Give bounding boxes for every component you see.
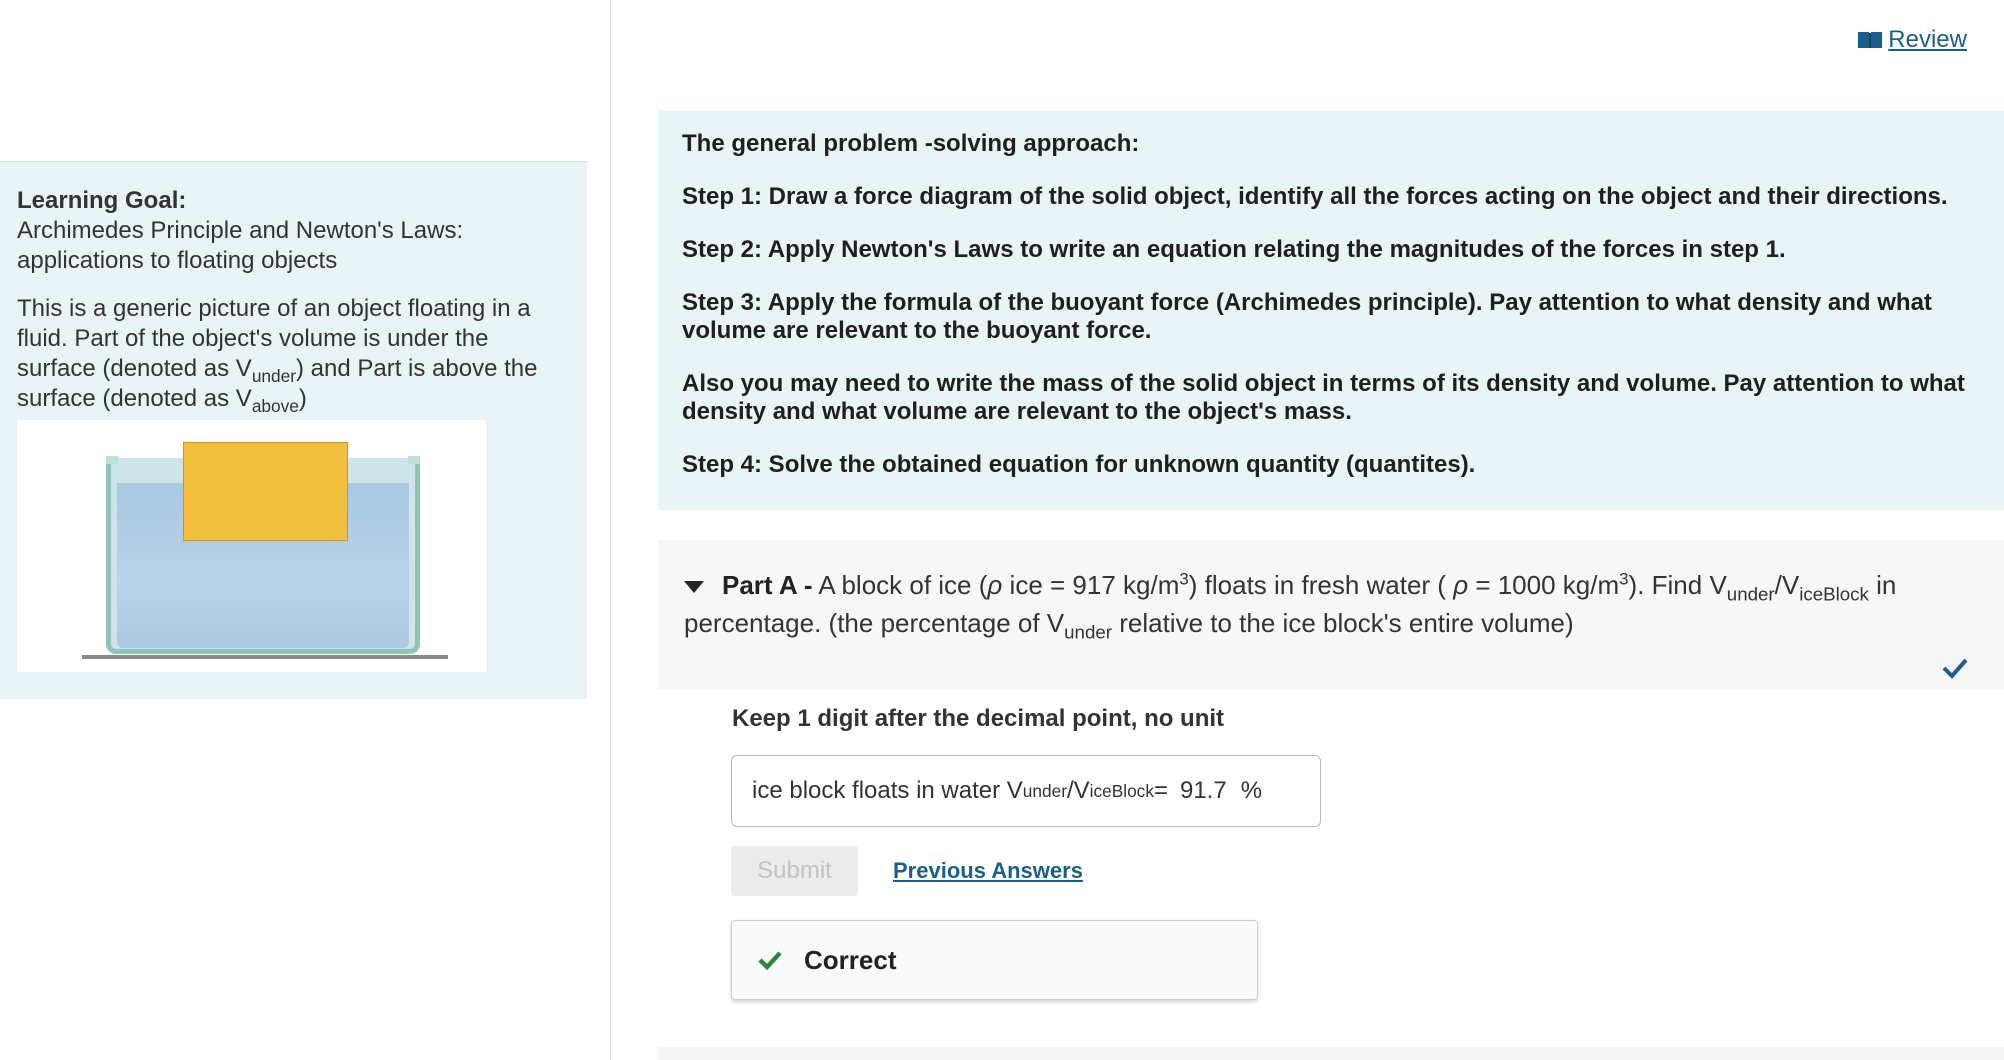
answer-value[interactable]: 91.7: [1179, 777, 1227, 804]
previous-answers-link[interactable]: Previous Answers: [893, 858, 1083, 883]
answer-equals: =: [1153, 777, 1168, 804]
learning-goal-panel: [0, 161, 587, 699]
part-a-text: A block of ice (: [812, 570, 988, 600]
panel-divider: [610, 0, 611, 1060]
strategy-step-1: Step 1: Draw a force diagram of the solid object, identify all the forces acting on the object and their directions.: [682, 183, 1948, 210]
feedback-label: Correct: [804, 944, 897, 975]
correct-feedback: [731, 920, 1258, 1000]
tank-rim-left: [106, 456, 118, 464]
floating-object-figure: [17, 420, 486, 672]
review-label: Review: [1888, 26, 1967, 53]
sub-iceblock: iceBlock: [1799, 583, 1869, 605]
strategy-step-3: Step 3: Apply the formula of the buoyant force (Archimedes principle). Pay attention to what density and what volume are relevant to the buoyant force.: [682, 289, 1932, 344]
answer-instruction: Keep 1 digit after the decimal point, no unit: [732, 705, 1225, 732]
part-a-text: ). Find V: [1628, 570, 1727, 600]
desc-text-2: ) and Part is above the surface (denoted as V: [17, 355, 538, 412]
rho-symbol: ρ: [1453, 570, 1469, 600]
part-a-text: ice = 917 kg/m: [1002, 570, 1180, 600]
strategy-step-2: Step 2: Apply Newton's Laws to write an equation relating the magnitudes of the forces in step 1.: [682, 236, 1786, 263]
exponent: 3: [1619, 569, 1629, 589]
strategy-heading: The general problem -solving approach:: [682, 130, 1140, 157]
next-section-bar: [658, 1047, 2004, 1060]
learning-goal-description: [17, 294, 570, 417]
desc-sub-above: above: [251, 396, 299, 417]
answer-unit: %: [1240, 777, 1263, 804]
problem-solving-approach: [658, 110, 2004, 510]
tank-rim-right: [408, 456, 420, 464]
rho-symbol: ρ: [987, 570, 1003, 600]
book-icon: [1858, 31, 1882, 49]
part-a-text: /V: [1774, 570, 1800, 600]
desc-text-3: ): [298, 385, 307, 412]
floating-block: [183, 442, 348, 541]
learning-goal-heading: Learning Goal:: [17, 187, 187, 214]
part-a-text: = 1000 kg/m: [1468, 570, 1620, 600]
answer-prefix: ice block floats in water V: [752, 777, 1023, 804]
part-a-label: Part A -: [722, 570, 813, 600]
part-a-header[interactable]: [658, 540, 2004, 689]
sub-under: under: [1726, 583, 1775, 605]
answer-input[interactable]: ice block floats in water V under /V iceBlock = 91.7 %: [731, 755, 1321, 827]
correct-check-icon: [758, 950, 782, 970]
strategy-also: Also you may need to write the mass of the solid object in terms of its density and volume. Pay attention to what density and what volume are relevant to the object's mass.: [682, 370, 1965, 425]
learning-goal-title-line2: applications to floating objects: [17, 247, 338, 274]
ground-line: [82, 655, 448, 659]
part-a-text: in percentage. (the percentage of V: [684, 570, 1897, 638]
answer-slash: /V: [1066, 777, 1090, 804]
caret-down-icon[interactable]: [684, 581, 704, 593]
learning-goal-title-line1: Archimedes Principle and Newton's Laws:: [17, 217, 464, 244]
submit-button[interactable]: Submit: [731, 846, 858, 896]
part-a-text: ) floats in fresh water (: [1188, 570, 1454, 600]
strategy-step-4: Step 4: Solve the obtained equation for unknown quantity (quantites).: [682, 451, 1476, 478]
exponent: 3: [1179, 569, 1189, 589]
review-link[interactable]: [1858, 26, 1967, 54]
desc-sub-under: under: [251, 366, 296, 387]
part-a-text: relative to the ice block's entire volume): [1112, 608, 1574, 638]
desc-text-1: This is a generic picture of an object floating in a fluid. Part of the object's volume is under the surface (denoted as V: [17, 295, 531, 382]
sub-under: under: [1064, 621, 1112, 643]
checkmark-icon: [1942, 657, 1968, 679]
